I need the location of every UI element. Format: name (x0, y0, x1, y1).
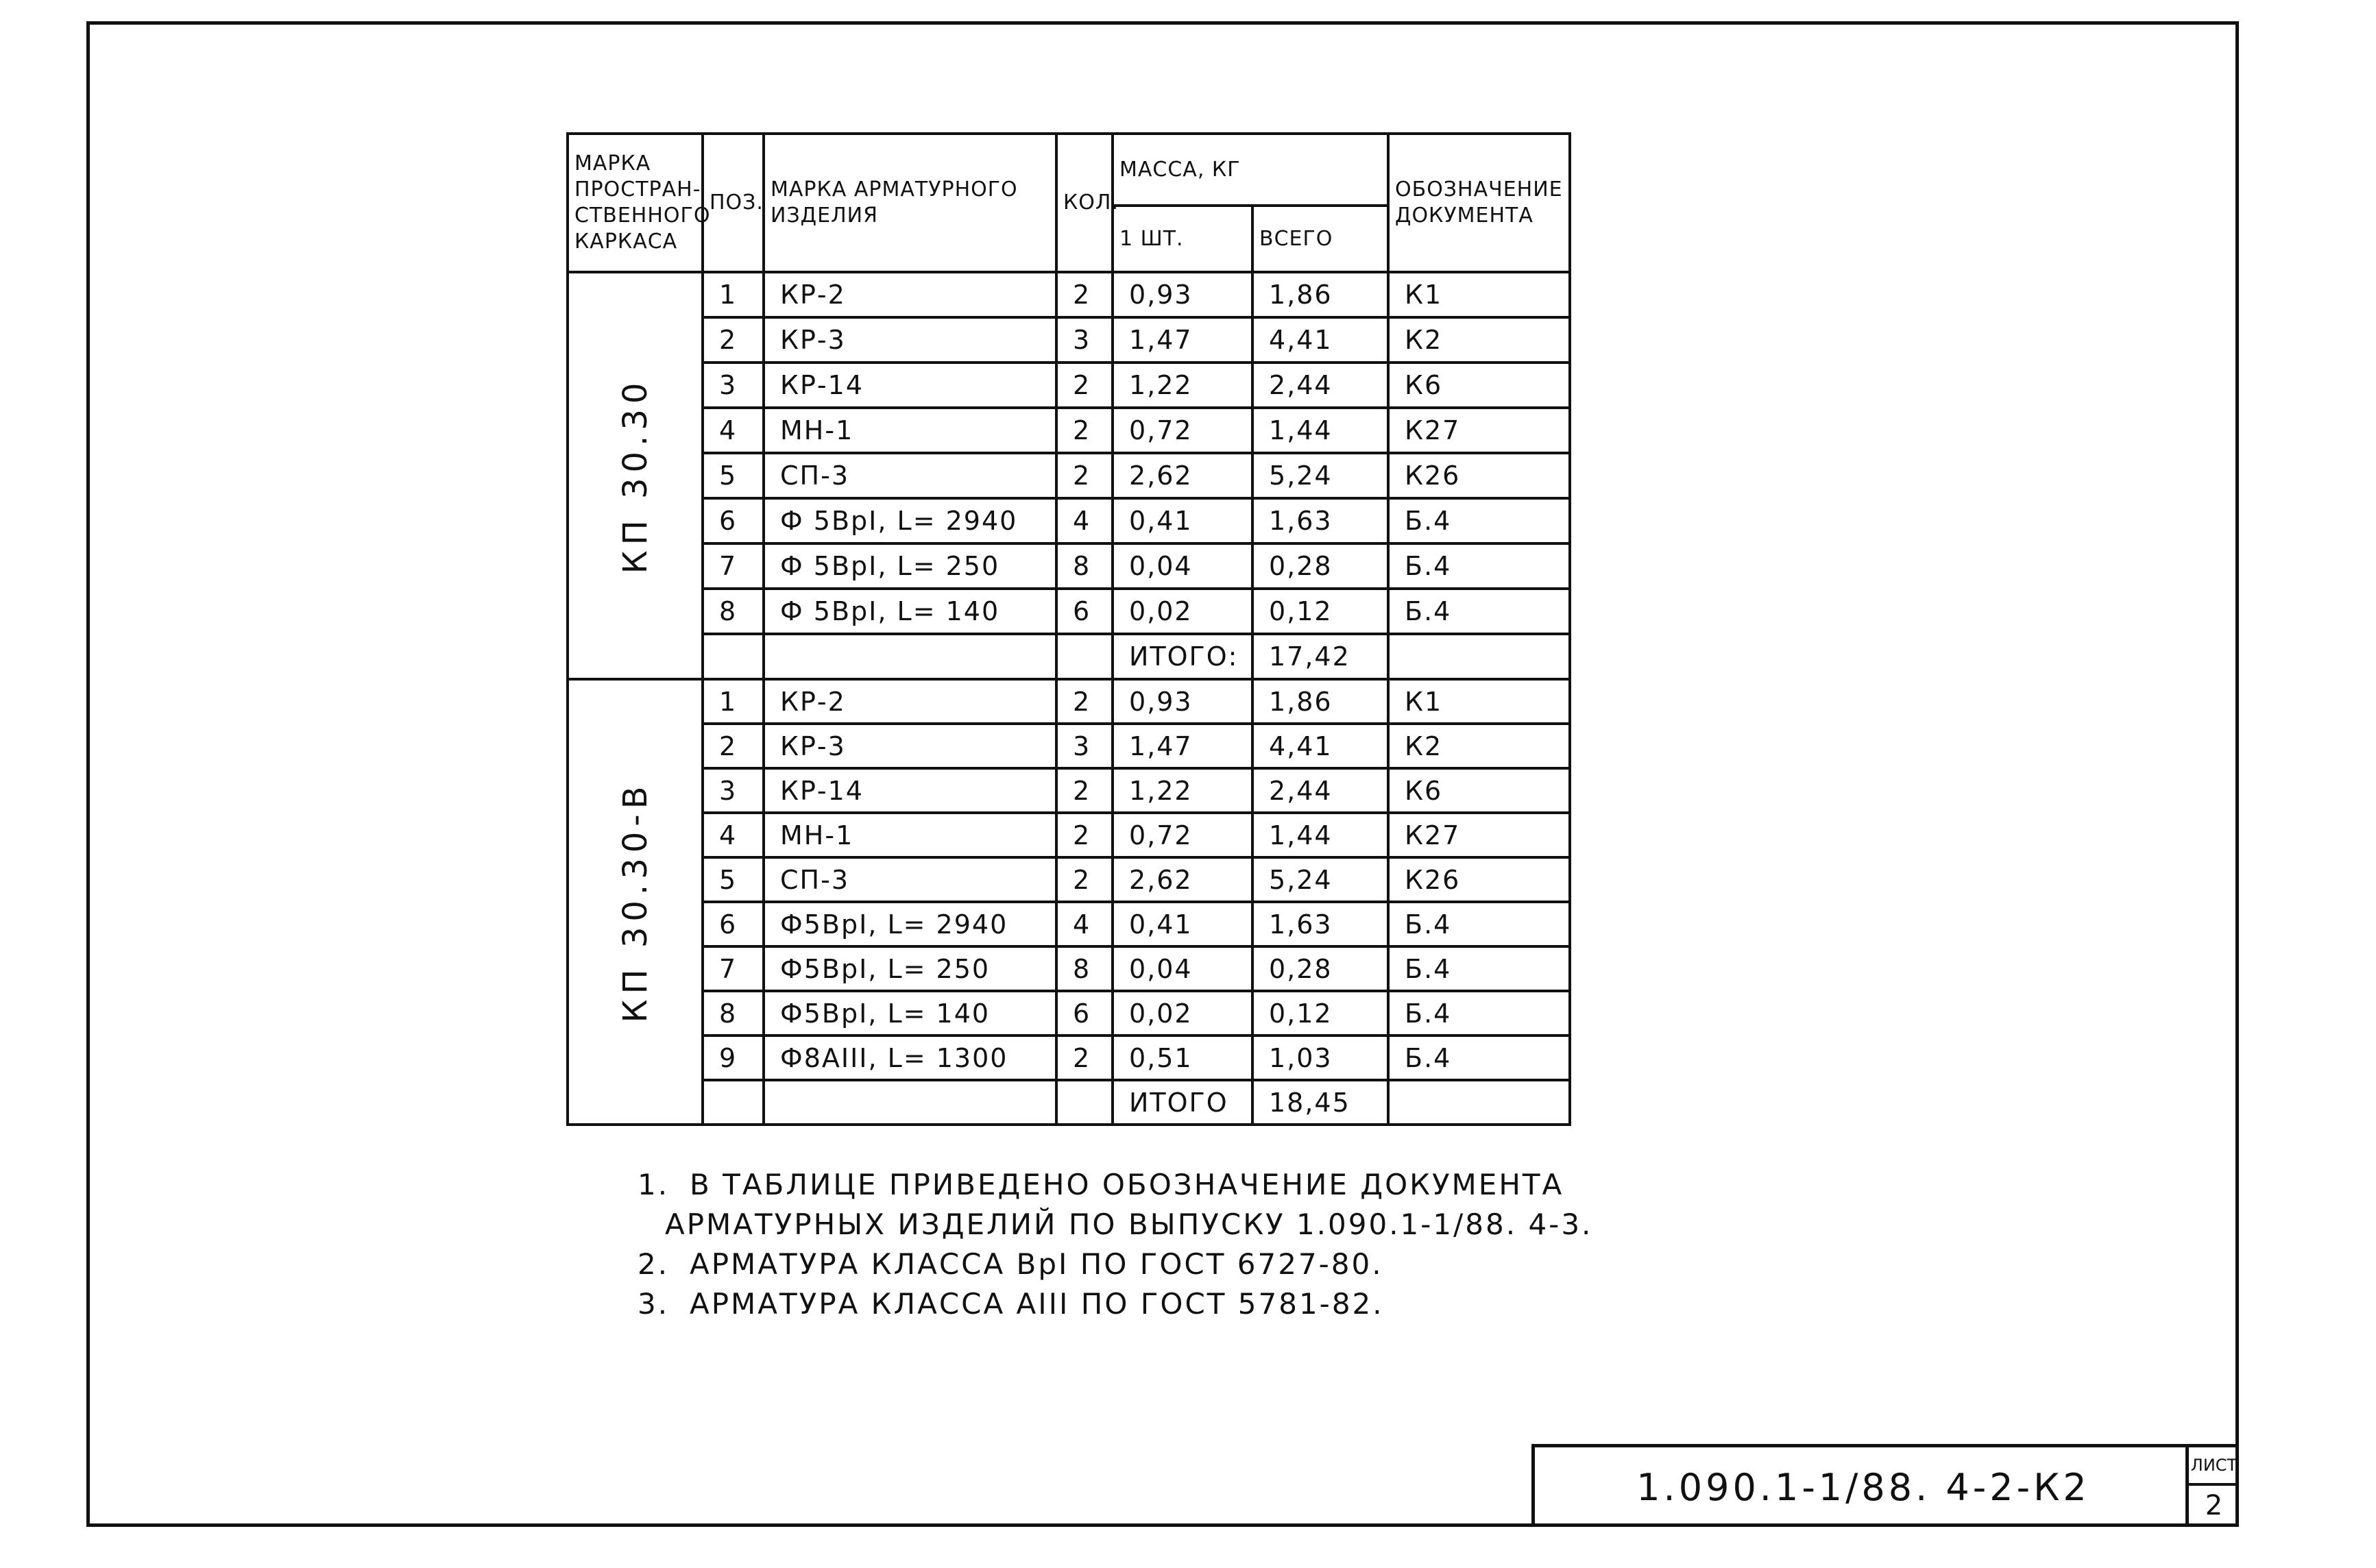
cell-unit-mass: 0,02 (1113, 991, 1252, 1036)
cell-mark: Ф 5ВрI, L= 2940 (764, 498, 1056, 543)
cell-pos: 2 (703, 317, 764, 363)
cell-unit-mass: 0,93 (1113, 679, 1252, 724)
cell-unit-mass: 0,02 (1113, 589, 1252, 634)
cell-doc: Б.4 (1388, 1036, 1570, 1080)
table-row (568, 679, 1570, 724)
cell-doc: К2 (1388, 724, 1570, 768)
cell-unit-mass: 0,93 (1113, 272, 1252, 317)
cell-doc: К6 (1388, 768, 1570, 813)
cell-empty (703, 1080, 764, 1125)
note-text: АРМАТУРА КЛАССА ВрI ПО ГОСТ 6727-80. (690, 1247, 1383, 1281)
cell-empty (1388, 634, 1570, 679)
note-3 (638, 1284, 1592, 1324)
header-quantity: КОЛ. (1056, 134, 1113, 272)
cell-mark: Ф5ВрI, L= 2940 (764, 902, 1056, 946)
cell-mark: КР-14 (764, 768, 1056, 813)
cell-mark: МН-1 (764, 813, 1056, 857)
cell-empty (1388, 1080, 1570, 1125)
note-number: 1. (638, 1168, 670, 1201)
table-row (568, 991, 1570, 1036)
cell-total-mass: 0,28 (1252, 543, 1388, 589)
cell-doc: Б.4 (1388, 991, 1570, 1036)
cell-mark: Ф5ВрI, L= 140 (764, 991, 1056, 1036)
sheet-label: ЛИСТ (2189, 1447, 2239, 1486)
cell-mark: КР-3 (764, 317, 1056, 363)
cell-unit-mass: 0,72 (1113, 813, 1252, 857)
table-row (568, 813, 1570, 857)
cell-qty: 2 (1056, 768, 1113, 813)
cell-unit-mass: 2,62 (1113, 453, 1252, 498)
cell-total-mass: 1,44 (1252, 813, 1388, 857)
cell-mark: КР-14 (764, 363, 1056, 408)
cell-unit-mass: 0,04 (1113, 543, 1252, 589)
cell-qty: 4 (1056, 902, 1113, 946)
cell-empty (703, 634, 764, 679)
header-position: ПОЗ. (703, 134, 764, 272)
cell-unit-mass: 2,62 (1113, 857, 1252, 902)
header-mass: МАССА, КГ (1113, 134, 1388, 206)
cell-total-mass: 0,28 (1252, 946, 1388, 991)
header-mass-unit: 1 ШТ. (1113, 206, 1252, 272)
cell-mark: СП-3 (764, 857, 1056, 902)
header-item-mark: МАРКА АРМАТУРНОГО ИЗДЕЛИЯ (764, 134, 1056, 272)
cell-qty: 2 (1056, 453, 1113, 498)
cell-mark: КР-2 (764, 272, 1056, 317)
notes (638, 1165, 1592, 1324)
cell-qty: 2 (1056, 272, 1113, 317)
cell-unit-mass: 0,51 (1113, 1036, 1252, 1080)
cell-total-mass: 5,24 (1252, 453, 1388, 498)
frame-mark-cell (568, 679, 703, 1125)
note-text: АРМАТУРА КЛАССА АIII ПО ГОСТ 5781-82. (690, 1287, 1384, 1321)
table-row (568, 408, 1570, 453)
table-row (568, 946, 1570, 991)
cell-empty (1056, 634, 1113, 679)
table-row (568, 724, 1570, 768)
note-text: В ТАБЛИЦЕ ПРИВЕДЕНО ОБОЗНАЧЕНИЕ ДОКУМЕНТА (690, 1168, 1564, 1201)
cell-doc: Б.4 (1388, 589, 1570, 634)
note-2 (638, 1245, 1592, 1284)
note-number: 2. (638, 1247, 670, 1281)
cell-pos: 2 (703, 724, 764, 768)
cell-unit-mass: 1,22 (1113, 363, 1252, 408)
total-label: ИТОГО (1113, 1080, 1252, 1125)
cell-qty: 4 (1056, 498, 1113, 543)
cell-pos: 8 (703, 589, 764, 634)
cell-doc: К6 (1388, 363, 1570, 408)
cell-mark: КР-3 (764, 724, 1056, 768)
cell-pos: 7 (703, 946, 764, 991)
cell-mark: СП-3 (764, 453, 1056, 498)
specification-table (566, 132, 1571, 1126)
group-2 (568, 679, 1570, 1125)
cell-total-mass: 1,63 (1252, 902, 1388, 946)
cell-empty (764, 634, 1056, 679)
header-mass-total: ВСЕГО (1252, 206, 1388, 272)
cell-pos: 6 (703, 498, 764, 543)
cell-qty: 2 (1056, 1036, 1113, 1080)
cell-doc: К27 (1388, 408, 1570, 453)
cell-qty: 2 (1056, 363, 1113, 408)
cell-total-mass: 1,86 (1252, 272, 1388, 317)
cell-total-mass: 5,24 (1252, 857, 1388, 902)
total-value: 18,45 (1252, 1080, 1388, 1125)
cell-qty: 2 (1056, 408, 1113, 453)
cell-qty: 8 (1056, 543, 1113, 589)
cell-pos: 6 (703, 902, 764, 946)
note-text: АРМАТУРНЫХ ИЗДЕЛИЙ ПО ВЫПУСКУ 1.090.1-1/88. 4-3. (665, 1208, 1593, 1241)
cell-unit-mass: 1,47 (1113, 724, 1252, 768)
cell-pos: 7 (703, 543, 764, 589)
cell-pos: 3 (703, 768, 764, 813)
table-row (568, 317, 1570, 363)
cell-pos: 5 (703, 857, 764, 902)
table-row (568, 363, 1570, 408)
frame-mark-label: КП 30.30-В (616, 781, 655, 1023)
cell-doc: К27 (1388, 813, 1570, 857)
cell-pos: 1 (703, 679, 764, 724)
cell-mark: КР-2 (764, 679, 1056, 724)
cell-pos: 9 (703, 1036, 764, 1080)
cell-total-mass: 2,44 (1252, 363, 1388, 408)
cell-doc: К26 (1388, 857, 1570, 902)
table-row (568, 857, 1570, 902)
cell-unit-mass: 0,04 (1113, 946, 1252, 991)
cell-qty: 8 (1056, 946, 1113, 991)
table-row (568, 272, 1570, 317)
total-row (568, 634, 1570, 679)
table-row (568, 498, 1570, 543)
cell-doc: К26 (1388, 453, 1570, 498)
cell-empty (1056, 1080, 1113, 1125)
cell-mark: Ф5ВрI, L= 250 (764, 946, 1056, 991)
cell-unit-mass: 1,47 (1113, 317, 1252, 363)
header-frame-mark: МАРКА ПРОСТРАН-СТВЕННОГО КАРКАСА (568, 134, 703, 272)
cell-total-mass: 1,44 (1252, 408, 1388, 453)
cell-doc: Б.4 (1388, 498, 1570, 543)
cell-doc: К2 (1388, 317, 1570, 363)
cell-total-mass: 0,12 (1252, 991, 1388, 1036)
cell-mark: МН-1 (764, 408, 1056, 453)
cell-pos: 5 (703, 453, 764, 498)
cell-qty: 2 (1056, 857, 1113, 902)
cell-pos: 4 (703, 408, 764, 453)
cell-doc: Б.4 (1388, 543, 1570, 589)
sheet-number: 2 (2205, 1490, 2223, 1521)
cell-unit-mass: 1,22 (1113, 768, 1252, 813)
cell-doc: К1 (1388, 679, 1570, 724)
cell-qty: 6 (1056, 589, 1113, 634)
cell-unit-mass: 0,41 (1113, 498, 1252, 543)
cell-pos: 4 (703, 813, 764, 857)
frame-mark-label: КП 30.30 (616, 377, 655, 574)
cell-pos: 8 (703, 991, 764, 1036)
table-row (568, 902, 1570, 946)
cell-mark: Ф 5ВрI, L= 250 (764, 543, 1056, 589)
cell-mark: Ф 5ВрI, L= 140 (764, 589, 1056, 634)
cell-qty: 2 (1056, 679, 1113, 724)
total-label: ИТОГО: (1113, 634, 1252, 679)
cell-mark: Ф8АIII, L= 1300 (764, 1036, 1056, 1080)
sheet-box (2185, 1447, 2239, 1527)
frame-mark-cell (568, 272, 703, 679)
total-row (568, 1080, 1570, 1125)
cell-empty (764, 1080, 1056, 1125)
cell-doc: Б.4 (1388, 946, 1570, 991)
cell-qty: 3 (1056, 724, 1113, 768)
header-document: ОБОЗНАЧЕНИЕ ДОКУМЕНТА (1388, 134, 1570, 272)
cell-total-mass: 4,41 (1252, 317, 1388, 363)
cell-total-mass: 0,12 (1252, 589, 1388, 634)
cell-total-mass: 4,41 (1252, 724, 1388, 768)
cell-total-mass: 1,03 (1252, 1036, 1388, 1080)
note-1 (638, 1165, 1592, 1205)
document-code: 1.090.1-1/88. 4-2-К2 (1636, 1465, 2090, 1509)
cell-pos: 1 (703, 272, 764, 317)
note-1-continued (665, 1205, 1592, 1245)
cell-total-mass: 2,44 (1252, 768, 1388, 813)
table-row (568, 543, 1570, 589)
cell-doc: Б.4 (1388, 902, 1570, 946)
cell-pos: 3 (703, 363, 764, 408)
total-value: 17,42 (1252, 634, 1388, 679)
cell-total-mass: 1,86 (1252, 679, 1388, 724)
note-number: 3. (638, 1287, 670, 1321)
cell-qty: 3 (1056, 317, 1113, 363)
group-1 (568, 272, 1570, 679)
cell-qty: 6 (1056, 991, 1113, 1036)
cell-unit-mass: 0,72 (1113, 408, 1252, 453)
cell-unit-mass: 0,41 (1113, 902, 1252, 946)
cell-qty: 2 (1056, 813, 1113, 857)
cell-doc: К1 (1388, 272, 1570, 317)
table-row (568, 768, 1570, 813)
title-block (1531, 1444, 2239, 1527)
table-row (568, 589, 1570, 634)
table-row (568, 453, 1570, 498)
cell-total-mass: 1,63 (1252, 498, 1388, 543)
table-row (568, 1036, 1570, 1080)
